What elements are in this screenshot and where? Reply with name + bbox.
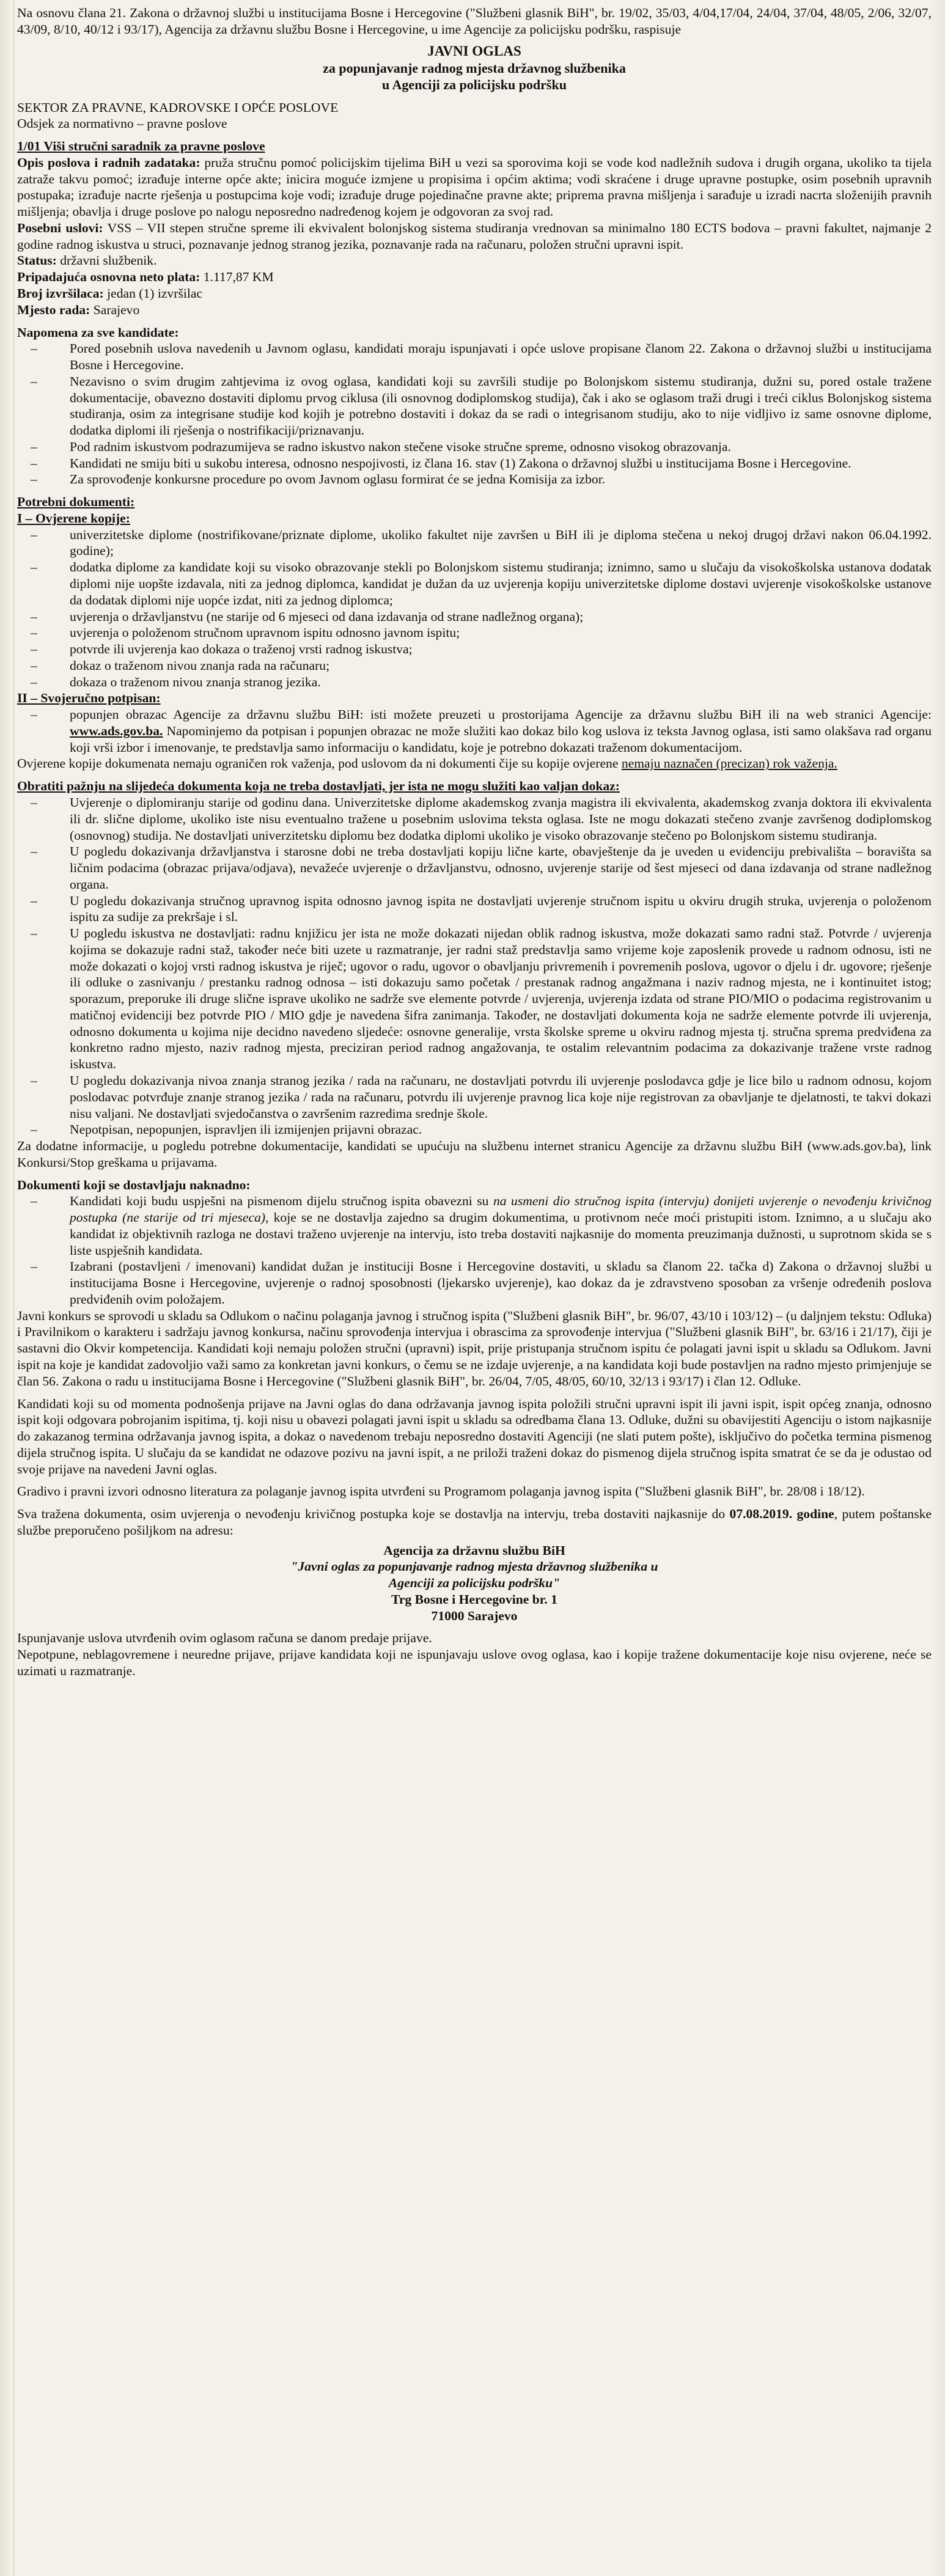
address-line-5: 71000 Sarajevo [431, 1608, 518, 1623]
docs-certified-list [17, 527, 932, 691]
list-item: – Za sprovođenje konkursne procedure po ovom Javnom oglasu formirat će se jedna Komisija za izbor. [17, 471, 932, 488]
deadline-text-post: , putem poštanske službe preporučeno pošiljkom na adresu: [17, 1506, 932, 1538]
notice-subtitle-1: za popunjavanje radnog mjesta državnog službenika [323, 61, 626, 76]
list-item: – Nepotpisan, nepopunjen, ispravljen ili izmijenjen prijavni obrazac. [17, 1121, 932, 1138]
validity-text-underlined: nemaju naznačen (precizan) rok važenja. [621, 756, 837, 771]
status-label: Status: [17, 253, 57, 268]
salary-value: 1.117,87 KM [200, 270, 274, 285]
location-value: Sarajevo [90, 302, 140, 317]
notice-title: JAVNI OGLAS [427, 43, 521, 59]
special-conditions-text: VSS – VII stepen stručne spreme ili ekvivalent bolonjskog sistema studiranja vrednovan sa minimalno 180 ECTS bodova – pravni fakultet, najmanje 2 godine radnog iskustva u struci, poznavanje jednog stranog jezika, poznavanje rada na računaru, položen stručni upravni ispit. [17, 220, 932, 252]
list-item: – dokaza o traženom nivou znanja stranog jezika. [17, 674, 932, 691]
list-item: – Pored posebnih uslova navedenih u Javnom oglasu, kandidati moraju ispunjavati i opće uslove propisane članom 22. Zakona o državnoj službi u institucijama Bosne i Hercegovine. [17, 340, 932, 373]
deadline-date: 07.08.2019. godine [729, 1506, 834, 1522]
deadline-paragraph [17, 1506, 932, 1539]
sector-name: SEKTOR ZA PRAVNE, KADROVSKE I OPĆE POSLOVE [17, 100, 339, 115]
later-docs-heading: Dokumenti koji se dostavljaju naknadno: [17, 1177, 251, 1192]
position-title: 1/01 Viši stručni saradnik za pravne poslove [17, 139, 265, 154]
list-item: – potvrde ili uvjerenja kao dokaza o traženoj vrsti radnog iskustva; [17, 641, 932, 658]
form-text-pre: popunjen obrazac Agencije za državnu službu BiH: isti možete preuzeti u prostorijama Agencije za državnu službu BiH ili na web stranici Agencije: [70, 707, 932, 722]
later-item1-post: , koje se ne dostavlja zajedno sa drugim dokumentima, u protivnom neće moći pristupiti istom. Iznimno, a u slučaju ako kandidat iz objektivnih razloga ne dostavi traženo uvjerenje na intervju, isto treba dostaviti najkasnije do momenta preuzimanja dužnosti, u suprotnom skida se s liste uspješnih kandidata. [70, 1210, 932, 1258]
notice-subtitle-2: u Agenciji za policijsku podršku [382, 77, 567, 93]
list-item: – dokaz o traženom nivou znanja rada na računaru; [17, 658, 932, 674]
list-item: – Kandidati ne smiju biti u sukobu interesa, odnosno nespojivosti, iz člana 16. stav (1) Zakona o državnoj službi u institucijama Bosne i Hercegovine. [17, 455, 932, 472]
job-description-label: Opis poslova i radnih zadataka: [17, 155, 200, 170]
attention-heading: Obratiti pažnju na slijedeća dokumenta koja ne treba dostavljati, jer ista ne mogu služiti kao valjan dokaz: [17, 779, 620, 794]
docs-signed-list [17, 706, 932, 755]
later-docs-list [17, 1193, 932, 1307]
docs-subheading-signed: II – Svojeručno potpisan: [17, 691, 161, 706]
list-item: – U pogledu dokazivanja stručnog upravnog ispita odnosno javnog ispita ne dostavljati uvjerenje stručnom ispitu u okviru drugih struka, uvjerenja o položenom ispitu za sudije za prekršaje i sl. [17, 893, 932, 926]
address-line-4: Trg Bosne i Hercegovine br. 1 [391, 1591, 557, 1607]
address-line-1: Agencija za državnu službu BiH [383, 1543, 565, 1558]
status-line [17, 252, 932, 269]
later-item1-italic: na usmeni dio stručnog ispita (intervju) donijeti uvjerenje o nevođenju krivičnog postupka (ne starije od tri mjeseca) [70, 1194, 932, 1225]
list-item: – U pogledu dokazivanja državljanstva i starosne dobi ne treba dostavljati kopiju lične karte, obavještenje da je uveden u evidenciju prebivališta – boravišta sa ličnim podacima (obrazac prijava/odjava), nevažeće uvjerenje o državljanstvu, odnosno, uvjerenje starije od šest mjeseci od dana izdavanja od strane nadležnog organa. [17, 843, 932, 892]
note-list [17, 340, 932, 488]
list-item [17, 706, 932, 755]
special-conditions-label: Posebni uslovi: [17, 220, 103, 235]
ads-website-link[interactable]: www.ads.gov.ba. [70, 723, 163, 738]
note-heading: Napomena za sve kandidate: [17, 325, 179, 340]
list-item: – U pogledu iskustva ne dostavljati: radnu knjižicu jer ista ne može dokazati nijedan oblik radnog iskustva, može dokazati samo radni staž. Potvrde / uvjerenja kojima se dokazuje radni staž, također neće biti uzete u razmatranje, jer radni staž predstavlja samo vrijeme koje zaposlenik provede u radnom odnosu, isti ne može dokazati o kojoj vrsti radnog iskustva je riječ; ugovor o radu, ugovor o obavljanju privremenih i povremenih poslova, ugovor o djelu i dr. ugovore; rješenje ili odluke o zasnivanju / prestanku radnog odnosa – isti dokazuju samo početak / prestanak radnog angažmana i naziv radnog mjesta, ne i kontinuitet istog; sporazum, preporuke ili druge slične isprave ukoliko ne sadrže sve elemente potvrde / uvjerenja, uvjerenja izdata od strane PIO/MIO o podacima registrovanim u matičnoj evidenciji bez potvrde PIO / MIO gdje je navedena šifra zanimanja. Također, ne dostavljati dokumenta koja ne sadrže elemente potvrde ili uvjerenja, odnosno dokumenta u kojima nije decidno navedeno sljedeće: osnovne generalije, vrsta školske spreme u okviru radnog mjesta tj. stručna sprema predviđena za konkretno radno mjesto, naziv radnog mjesta, preciziran period radnog angažovanja, te ostalim relevantnim podacima za dokazivanje tražene vrste radnog iskustva. [17, 925, 932, 1073]
salary-line [17, 269, 932, 285]
job-description [17, 155, 932, 220]
count-label: Broj izvršilaca: [17, 286, 104, 301]
validity-note [17, 755, 932, 772]
list-item: – Uvjerenje o diplomiranju starije od godinu dana. Univerzitetske diplome akademskog zvanja magistra ili ekvivalenta, akademskog zvanja doktora ili ekvivalenta ili dr. slične diplome, ukoliko iste nisu eventualno tražene u posebnim uslovima teksta oglasa. Iste ne mogu dokazati stečeno zvanje završenog dodiplomskog (osnovnog) studija. Ne dostavljati univerzitetsku diplomu bez dodatka diplomi ukoliko je visoko obrazovanje stečeno po Bolonjskom sistemu studiranja. [17, 794, 932, 843]
address-line-2: "Javni oglas za popunjavanje radnog mjesta državnog službenika u [290, 1559, 658, 1574]
count-value: jedan (1) izvršilac [103, 286, 203, 301]
location-label: Mjesto rada: [17, 302, 90, 317]
salary-label: Pripadajuća osnovna neto plata: [17, 270, 200, 285]
count-line [17, 285, 932, 302]
candidates-paragraph: Kandidati koji su od momenta podnošenja prijave na Javni oglas do dana održavanja javnog ispita položili stručni upravni ispit ili javni ispit, ispit općeg znanja, odnosno ispit koji odgovara pobrojanim ispitima, tj. koji nisu u obavezi polagati javni ispit u skladu sa odredbama člana 13. Odluke, dužni su obavijestiti Agenciju o istom najkasnije do zakazanog termina održavanja javnog ispita, a dokaz o navedenom trebaju neposredno dostaviti Agenciji (ne slati putem pošte), isključivo do početka termina pismenog dijela stručnog ispita. U slučaju da se kandidat ne odazove pozivu na javni ispit, a ne priloži traženi dokaz do pismenog dijela stručnog ispita smatrat će se da je odustao od svoje prijave na navedeni Javni oglas. [17, 1396, 932, 1477]
validity-text: Ovjerene kopije dokumenata nemaju ograničen rok važenja, pod uslovom da ni dokumenti čije su kopije ovjerene [17, 756, 622, 771]
docs-subheading-certified: I – Ovjerene kopije: [17, 510, 130, 526]
special-conditions [17, 220, 932, 253]
literature-paragraph: Gradivo i pravni izvori odnosno literatura za polaganje javnog ispita utvrđeni su Programom polaganja javnog ispita ("Službeni glasnik BiH", br. 28/08 i 18/12). [17, 1484, 865, 1499]
later-item1-pre: Kandidati koji budu uspješni na pismenom dijelu stručnog ispita obavezni su [70, 1194, 493, 1209]
closing-line-2: Nepotpune, neblagovremene i neuredne prijave, prijave kandidata koji ne ispunjavaju uslove ovog oglasa, kao i kopije tražene dokumentacije koje nisu ovjerene, neće se uzimati u razmatranje. [17, 1647, 932, 1679]
deadline-text-pre: Sva tražena dokumenta, osim uvjerenja o nevođenju krivičnog postupka koje se dostavlja na intervju, treba dostaviti najkasnije do [17, 1506, 730, 1522]
list-item: – univerzitetske diplome (nostrifikovane/priznate diplome, ukoliko fakultet nije završen u BiH ili je diploma stečena u nekoj drugoj državi nakon 06.04.1992. godine); [17, 527, 932, 560]
department-name: Odsjek za normativno – pravne poslove [17, 116, 227, 131]
list-item: – Izabrani (postavljeni / imenovani) kandidat dužan je instituciji Bosne i Hercegovine dostaviti, u skladu sa članom 22. tačka d) Zakona o državnoj službi u institucijama Bosne i Hercegovine, uvjerenje o radnoj sposobnosti (ljekarsko uvjerenje), kao dokaz da je zdravstveno sposoban za vršenje određenih poslova predviđenih ovim položajem. [17, 1258, 932, 1307]
job-description-text: pruža stručnu pomoć policijskim tijelima BiH u vezi sa sporovima koji se vode kod nadležnih sudova i drugih organa, ukoliko ta tijela zatraže takvu pomoć; izrađuje interne opće akte; inicira moguće izmjene u propisima i općim aktima; vodi skraćene i druge upravne postupke, osim posebnih upravnih postupaka; izrađuje nacrte rješenja u postupcima koje vodi; izrađuje druge pojedinačne pravne akte; priprema pravna mišljenja i sarađuje u izradi nacrta složenijih pravnih mišljenja; obavlja i druge poslove po nalogu neposredno nadređenog kojem je odgovoran za svoj rad. [17, 155, 932, 219]
exam-paragraph: Javni konkurs se sprovodi u skladu sa Odlukom o načinu polaganja javnog i stručnog ispita ("Službeni glasnik BiH", br. 96/07, 43/10 i 103/12) – (u daljnjem tekstu: Odluka) i Pravilnikom o karakteru i sadržaju javnog konkursa, načinu sprovođenja intervjua i obrascima za sprovođenje intervjua ("Službeni glasnik BiH", br. 63/16 i 21/17), čiji je sastavni dio Okvir kompetencija. Kandidati koji nemaju položen stručni (upravni) ispit, prije pristupanja stručnom ispitu će polagati javni ispit u skladu sa Odlukom. Javni ispit na koje je kandidat zadovoljio važi samo za konkretan javni konkurs, o čemu se ne izdaje uvjerenje, a na kandidata koji bude postavljen na radno mjesto primjenjuje se član 56. Zakona o radu u institucijama Bosne i Hercegovine ("Službeni glasnik BiH", br. 26/04, 7/05, 48/05, 60/10, 32/13 i 93/17) i član 12. Odluke. [17, 1308, 932, 1389]
list-item: – uvjerenja o državljanstvu (ne starije od 6 mjeseci od dana izdavanja od strane nadležnog organa); [17, 609, 932, 625]
form-text-post: Napominjemo da potpisan i popunjen obrazac ne može služiti kao dokaz bilo kog uslova iz teksta Javnog oglasa, isti samo olakšava rad organu koji vrši izbor i imenovanje, te predstavlja samo informaciju o kandidatu, koje je potrebno dokazati traženom dokumentacijom. [70, 723, 932, 755]
docs-heading: Potrebni dokumenti: [17, 494, 135, 510]
intro-paragraph: Na osnovu člana 21. Zakona o državnoj službi u institucijama Bosne i Hercegovine ("Službeni glasnik BiH", br. 19/02, 35/03, 4/04,17/04, 24/04, 37/04, 48/05, 2/06, 32/07, 43/09, 8/10, 40/12 i 93/17), Agencija za državnu službu Bosne i Hercegovine, u ime Agencije za policijsku podršku, raspisuje [17, 6, 932, 37]
closing-line-1: Ispunjavanje uslova utvrđenih ovim oglasom računa se danom predaje prijave. [17, 1631, 432, 1646]
additional-info: Za dodatne informacije, u pogledu potrebne dokumentacije, kandidati se upućuju na službenu internet stranicu Agencije za državnu službu BiH (www.ads.gov.ba), link Konkursi/Stop greškama u prijavama. [17, 1139, 932, 1170]
public-notice [17, 5, 932, 1679]
location-line [17, 302, 932, 318]
list-item: – dodatka diplome za kandidate koji su visoko obrazovanje stekli po Bolonjskom sistemu studiranja; iznimno, samo u slučaju da visokoškolska ustanova dodatak diplomi nije uopšte izdavala, niti za jednog diplomca, kandidat je dužan da uz uvjerenja kopiju univerzitetske diplome dostavi uvjerenje visokoškolske ustanove da dodatak diplomi nije uopće izdat, niti za jednog diplomca; [17, 559, 932, 608]
list-item: – U pogledu dokazivanja nivoa znanja stranog jezika / rada na računaru, ne dostavljati potvrdu ili uvjerenje poslodavca gdje je lice bilo u radnom odnosu, kojom poslodavac potvrđuje znanje stranog jezika / rada na računaru, potvrdu ili uvjerenje pravnog lica koje nije registrovan za obavljanje te djelatnosti, te takvi dokazi nisu valjani. Ne dostavljati svjedočanstva o završenim razredima srednje škole. [17, 1073, 932, 1121]
adjacent-page-left [0, 0, 14, 2576]
list-item: – uvjerenja o položenom stručnom upravnom ispitu odnosno javnom ispitu; [17, 625, 932, 641]
list-item: – Nezavisno o svim drugim zahtjevima iz ovog oglasa, kandidati koji su završili studije po Bolonjskom sistemu studiranja, dužni su, pored ostale tražene dokumentacije, obavezno dostaviti diplomu prvog ciklusa (ili osnovnog dodiplomskog studija), čak i ako se oglasom traži drugi i treći ciklus Bolonjskog sistema studiranja, osim za integrisane studije kod kojih je potrebno dostaviti i dokaz da se radi o integrisanom studiju, ako to nije vidljivo iz same osnovne diplome, dodatka diplomi ili rješenja o nostrifikaciji/priznavanju. [17, 373, 932, 439]
address-line-3: Agenciji za policijsku podršku" [388, 1576, 561, 1591]
list-item [17, 1193, 932, 1258]
attention-list [17, 794, 932, 1138]
list-item: – Pod radnim iskustvom podrazumijeva se radno iskustvo nakon stečene visoke stručne spreme, odnosno visokog obrazovanja. [17, 439, 932, 455]
status-value: državni službenik. [56, 253, 157, 268]
